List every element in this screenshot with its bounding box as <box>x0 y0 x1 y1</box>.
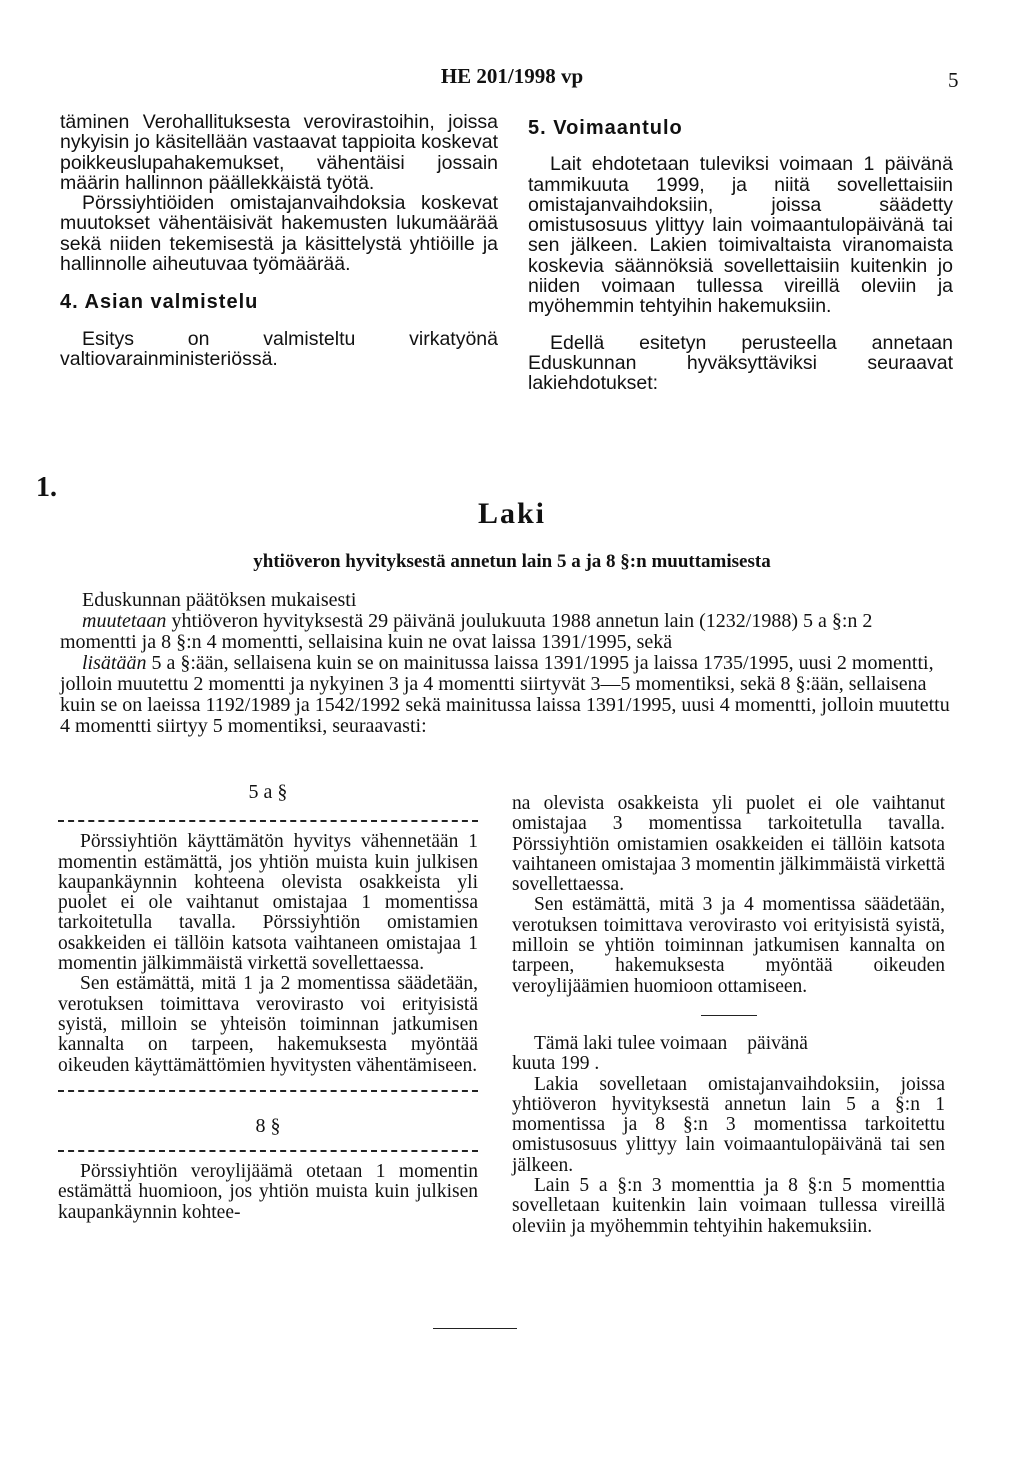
right-top-column <box>528 118 953 394</box>
section-number: 5 a § <box>248 781 288 803</box>
paragraph: täminen Verohallituksesta verovirastoihin, joissa nykyisin jo käsitellään vastaavat tappioita koskevat poikkeuslupahakemukset, vähentäisi jossain määrin hallinnon päällekkäistä työtä. <box>60 111 498 194</box>
omission-dashes <box>58 1090 478 1092</box>
preamble-text: 5 a §:ään, sellaisena kuin se on mainitussa laissa 1391/1995 ja laissa 1735/1995, uusi 2 momentti, jolloin muutettu 2 momentti ja nykyinen 3 ja 4 momentti siirtyvät 3—5 momentiksi, sekä 8 §:ään, sellaisena kuin se on laeissa 1192/1989 ja 1542/1992 sekä mainitussa laissa 1391/1995, uusi 4 momentti, jolloin muutettu 4 momentti siirtyy 5 momentiksi, seuraavasti: <box>60 652 950 737</box>
preamble-text: yhtiöveron hyvityksestä 29 päivänä joulukuuta 1988 annetun lain (1232/1988) 5 a §:n 2 momentti ja 8 §:n 4 momentti, sellaisina kuin ne ovat laissa 1391/1995, sekä <box>60 610 873 653</box>
paragraph: Sen estämättä, mitä 1 ja 2 momentissa säädetään, verotuksen toimittava verovirasto voi erityisistä syistä, milloin se yhteisön toiminnan jatkumisen kannalta on tarpeen, hakemuksesta myöntää oikeuden käyttämättömien hyvitysten vähentämiseen. <box>58 973 478 1076</box>
paragraph: Sen estämättä, mitä 3 ja 4 momentissa säädetään, verotuksen toimittava verovirasto voi erityisistä syistä, milloin se yhtiön toiminnan jatkumisen kannalta on tarpeen, hakemuksesta myöntää oikeuden veroylijäämien huomioon ottamiseen. <box>512 894 945 997</box>
paragraph: Lakia sovelletaan omistajanvaihdoksiin, joissa yhtiöveron hyvityksestä annetun lain 5 a §:n 1 momentissa ja 8 §:n 3 momentissa tarkoitettu omistusosuus ylittyy lain voimaantulopäivänä tai sen jälkeen. <box>512 1073 945 1176</box>
section-heading: 5. Voimaantulo <box>528 117 683 139</box>
omission-dashes <box>58 1150 478 1152</box>
preamble-line <box>60 653 950 737</box>
paragraph: na olevista osakkeista yli puolet ei ole vaihtanut omistajaa 3 momentissa tarkoitetulla tavalla. Pörssiyhtiön omistamien osakkeiden ei tällöin katsota vaihtaneen omistajaa 3 momentin jälkimmäistä virkettä sovellettaessa. <box>512 793 945 896</box>
paragraph <box>512 1034 945 1075</box>
entry-into-force-text: Tämä laki tulee voimaan <box>534 1032 728 1054</box>
paragraph: Edellä esitetyn perusteella annetaan Eduskunnan hyväksyttäviksi seuraavat lakiehdotukset: <box>528 331 953 395</box>
entry-into-force-text: kuuta 199 . <box>512 1053 600 1075</box>
preamble-keyword: muutetaan <box>82 610 167 632</box>
law-subtitle: yhtiöveron hyvityksestä annetun lain 5 a ja 8 §:n muuttamisesta <box>253 551 771 572</box>
entry-into-force-text: päivänä <box>747 1032 808 1054</box>
right-bottom-column <box>512 794 945 1237</box>
section-heading: 4. Asian valmistelu <box>60 291 259 314</box>
preamble-line: Eduskunnan päätöksen mukaisesti <box>82 589 357 611</box>
law-preamble <box>60 590 950 737</box>
paragraph: Lait ehdotetaan tuleviksi voimaan 1 päivänä tammikuuta 1999, ja niitä sovellettaisiin omistajanvaihdoksiin, joissa säädetty omistusosuus ylittyy lain voimaantulopäivänä tai sen jälkeen. Lakien toimivaltaista viranomaista koskevia säännöksiä sovellettaisiin kuitenkin jo niiden voimaan tullessa vireillä oleviin ja myöhemmin tehtyihin hakemuksiin. <box>528 153 953 318</box>
omission-dashes <box>58 820 478 822</box>
section-divider <box>701 1015 757 1016</box>
law-title: Laki <box>477 497 547 530</box>
proposal-number: 1. <box>36 472 57 503</box>
section-number: 8 § <box>255 1114 281 1137</box>
paragraph: Pörssiyhtiöiden omistajanvaihdoksia koskevat muutokset vähentäisivät hakemusten lukumäärää sekä niiden tekemisestä ja käsittelystä yhtiöille ja hallinnolle aiheutuvaa työmäärää. <box>60 192 498 276</box>
page-number: 5 <box>948 68 959 92</box>
end-rule <box>433 1328 517 1329</box>
preamble-keyword: lisätään <box>82 652 147 674</box>
preamble-line <box>60 611 950 653</box>
paragraph: Esitys on valmisteltu virkatyönä valtiovarainministeriössä. <box>60 327 498 370</box>
left-bottom-column <box>58 782 478 1223</box>
paragraph: Pörssiyhtiön käyttämätön hyvitys vähennetään 1 momentin estämättä, jos yhtiön muista kuin julkisen kaupankäynnin kohteena olevista osakkeista yli puolet ei ole vaihtanut omistajaa 1 momentissa tarkoitetulla tavalla. Pörssiyhtiön omistamien osakkeiden ei tällöin katsota vaihtaneen omistajaa 1 momentin jälkimmäistä virkettä sovellettaessa. <box>58 831 478 975</box>
paragraph: Lain 5 a §:n 3 momenttia ja 8 §:n 5 momenttia sovelletaan kuitenkin lain voimaan tullessa vireillä oleviin ja myöhemmin tehtyihin hakemuksiin. <box>512 1175 945 1237</box>
left-top-column <box>60 112 498 369</box>
document-header: HE 201/1998 vp <box>440 64 584 88</box>
paragraph: Pörssiyhtiön veroylijäämä otetaan 1 momentin estämättä huomioon, jos yhtiön muista kuin julkisen kaupankäynnin kohtee- <box>58 1161 478 1223</box>
